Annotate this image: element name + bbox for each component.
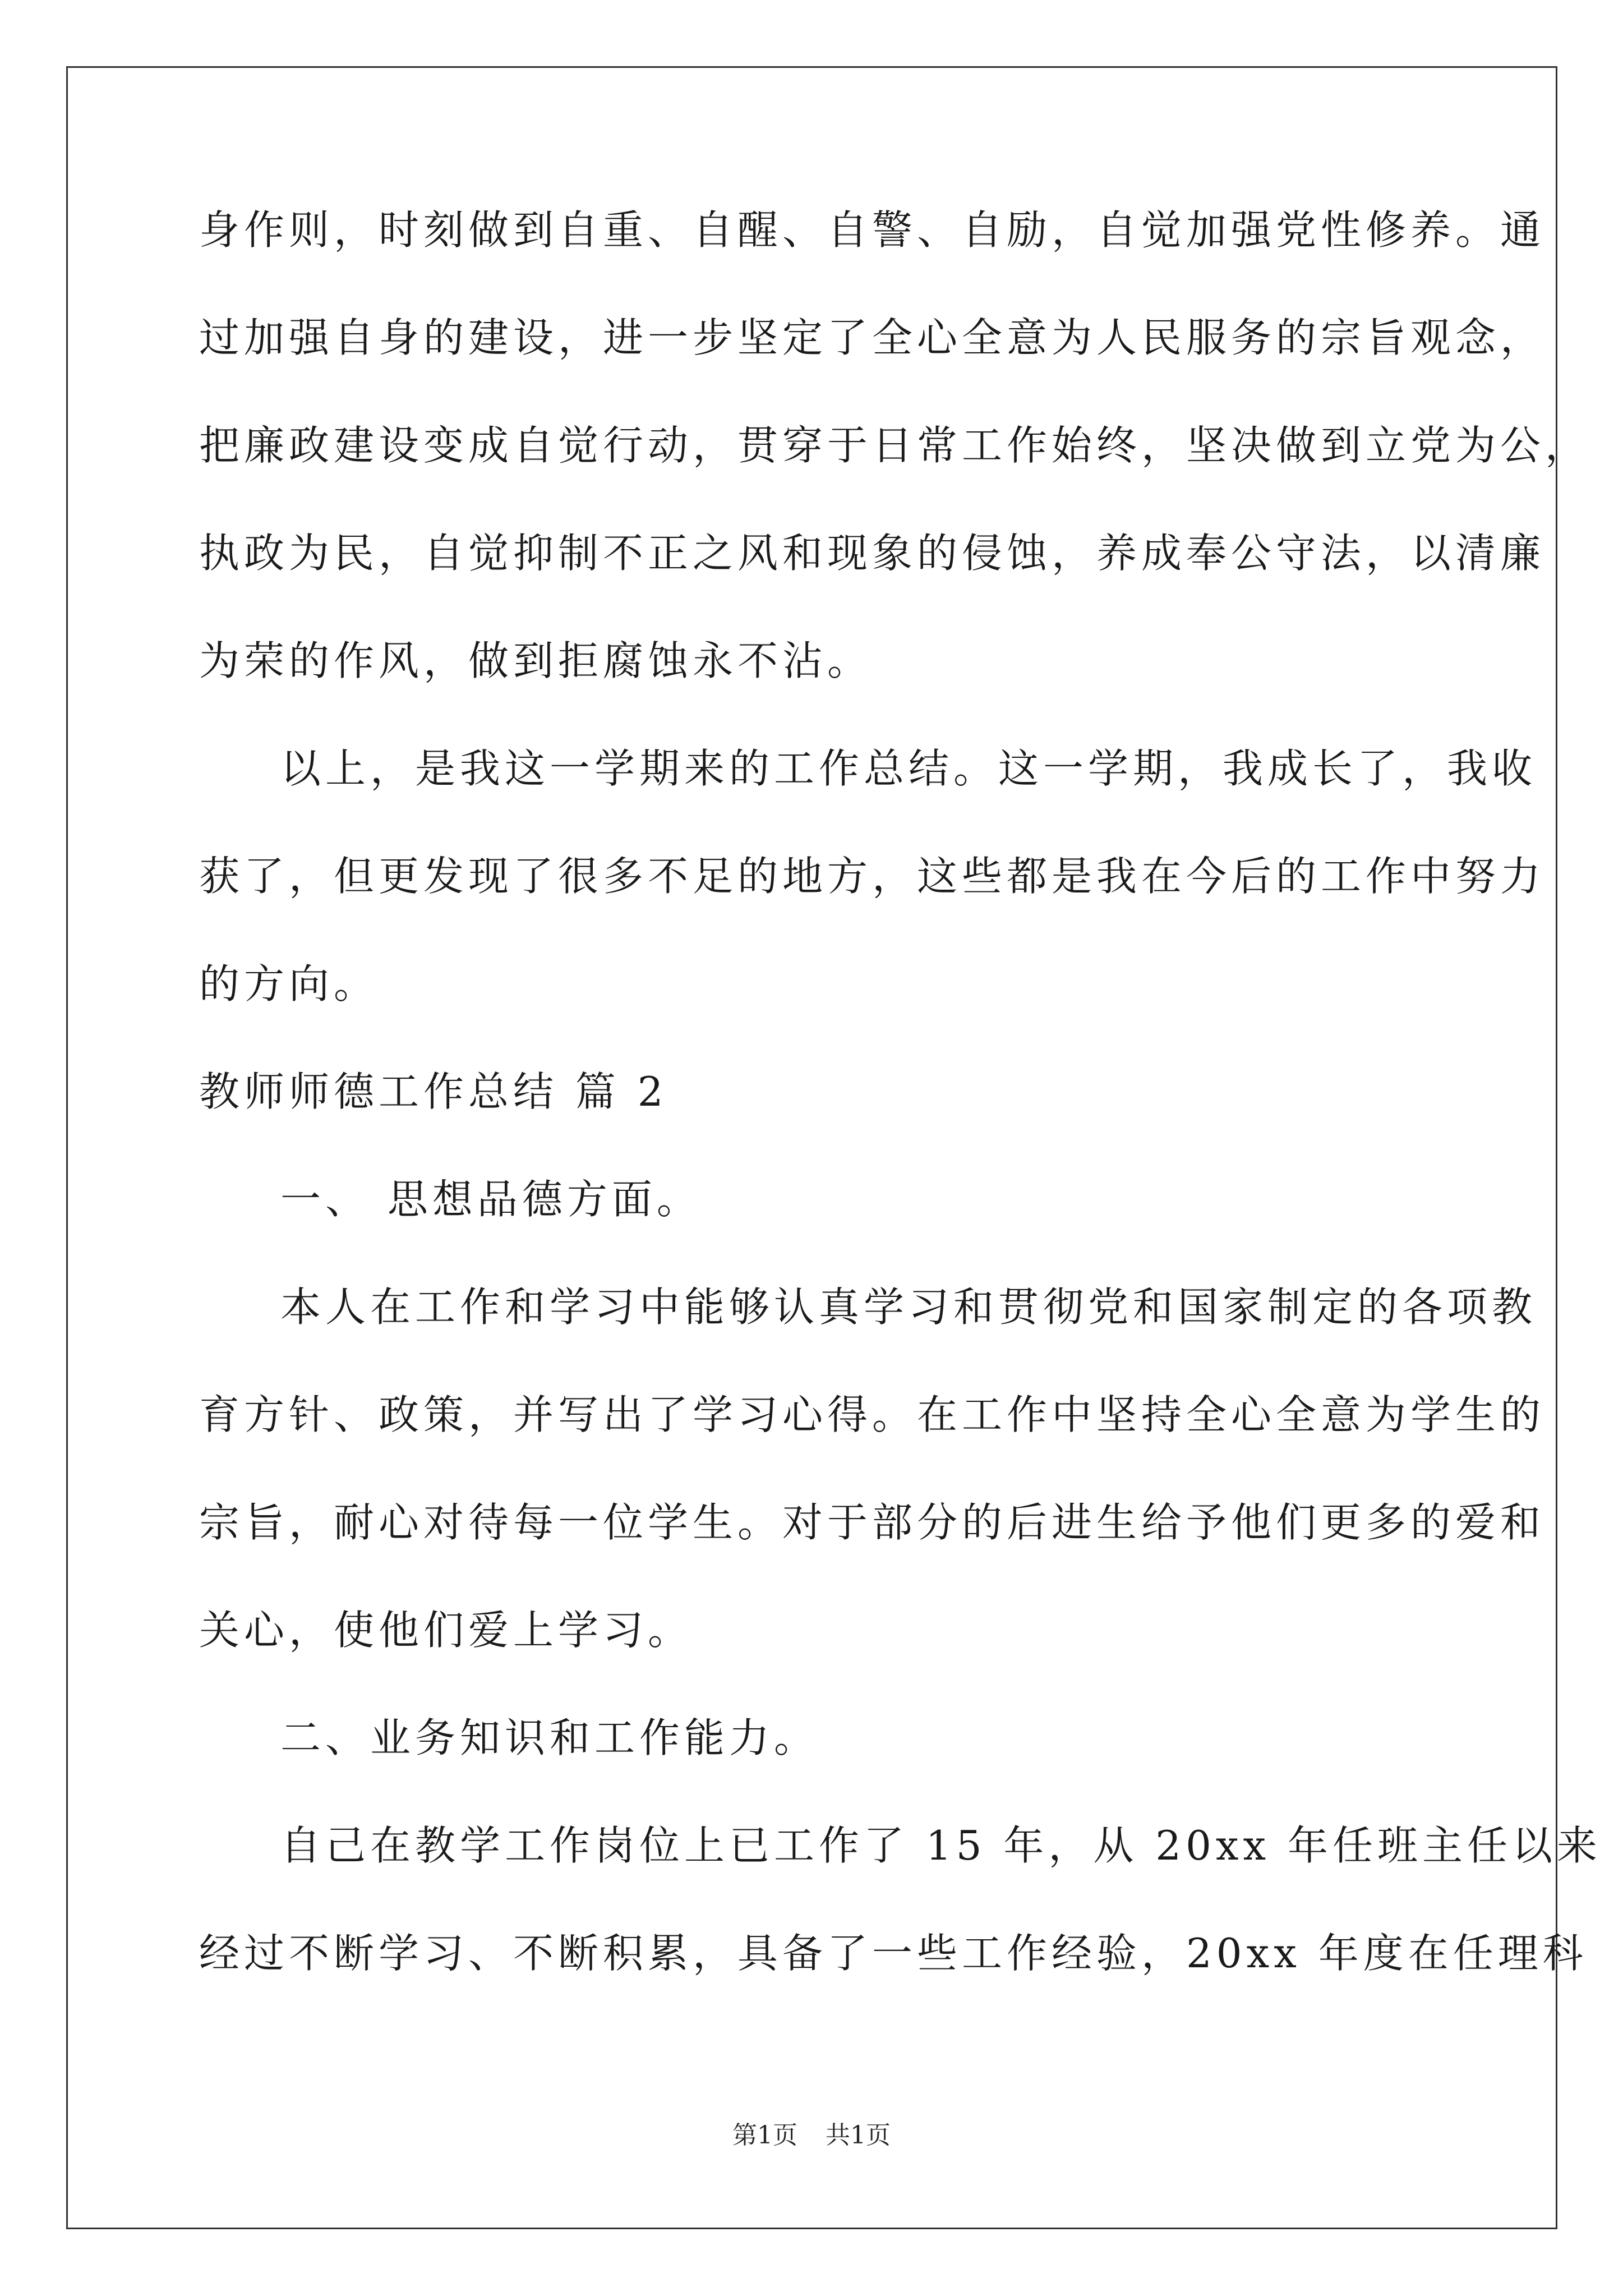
text-line: 本人在工作和学习中能够认真学习和贯彻党和国家制定的各项教 [280,1283,1537,1331]
text-line: 为荣的作风，做到拒腐蚀永不沾。 [199,637,873,684]
text-line: 身作则，时刻做到自重、自醒、自警、自励，自觉加强党性修养。通 [199,206,1546,254]
page-total: 共1页 [826,2121,891,2150]
text-line: 以上，是我这一学期来的工作总结。这一学期，我成长了，我收 [280,745,1537,792]
text-line: 把廉政建设变成自觉行动，贯穿于日常工作始终，坚决做到立党为公， [199,422,1590,469]
text-line: 关心，使他们爱上学习。 [199,1607,693,1654]
page-border [66,66,1557,2229]
text-line: 执政为民，自觉抑制不正之风和现象的侵蚀，养成奉公守法，以清廉 [199,530,1546,577]
page-number: 第1页 [732,2121,797,2150]
page-footer [0,2115,1623,2151]
text-line: 经过不断学习、不断积累，具备了一些工作经验，20xx 年度在任理科 [199,1930,1588,1977]
text-line: 获了，但更发现了很多不足的地方，这些都是我在今后的工作中努力 [199,853,1546,900]
text-line: 宗旨，耐心对待每一位学生。对于部分的后进生给予他们更多的爱和 [199,1499,1546,1546]
text-line: 育方针、政策，并写出了学习心得。在工作中坚持全心全意为学生的 [199,1391,1546,1438]
text-line: 一、 思想品德方面。 [280,1176,702,1223]
text-line: 的方向。 [199,960,379,1007]
text-line: 二、业务知识和工作能力。 [280,1714,819,1761]
text-line: 过加强自身的建设，进一步坚定了全心全意为人民服务的宗旨观念， [199,314,1546,361]
text-line: 自己在教学工作岗位上已工作了 15 年，从 20xx 年任班主任以来 [280,1822,1602,1869]
section-heading: 教师师德工作总结 篇 2 [199,1068,668,1115]
